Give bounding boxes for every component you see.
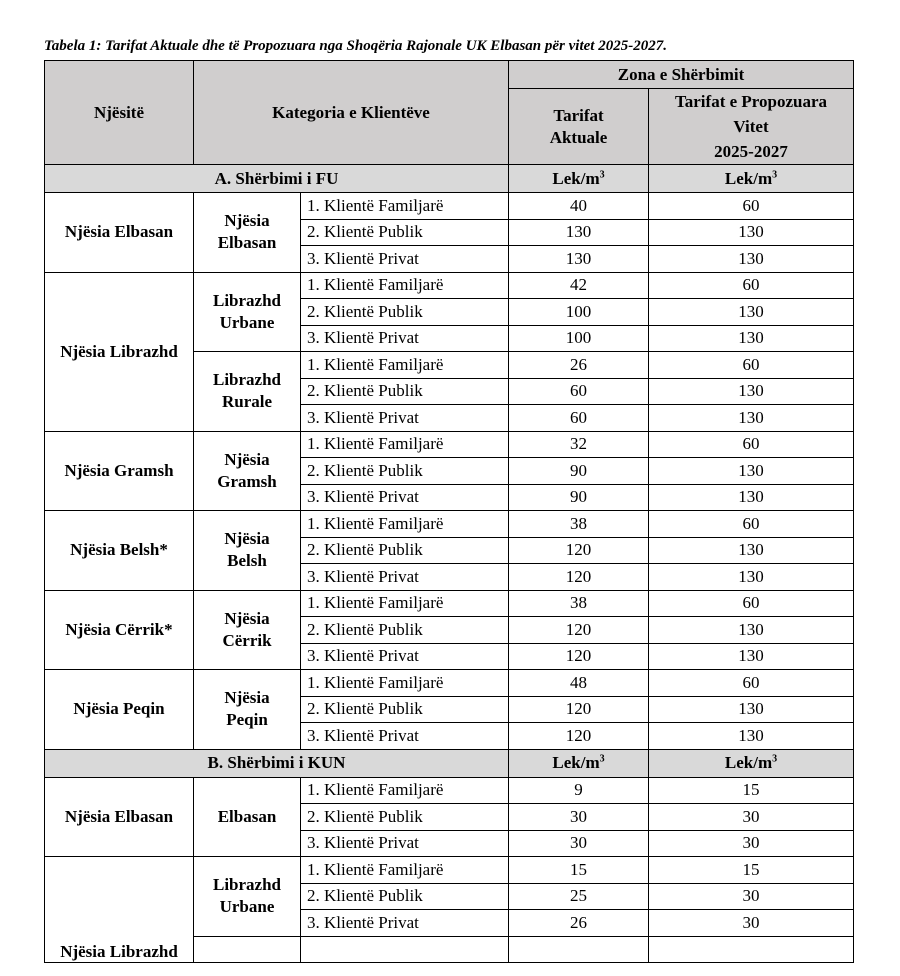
proposed-tariff: 60 [649, 431, 854, 458]
continued-cell [194, 936, 301, 963]
sub-unit-line2: Cërrik [222, 630, 272, 650]
current-tariff: 130 [509, 246, 649, 273]
current-tariff: 120 [509, 643, 649, 670]
current-tariff: 120 [509, 723, 649, 750]
unit-label-current [509, 749, 649, 777]
unit-label-proposed [649, 749, 854, 777]
proposed-tariff: 60 [649, 511, 854, 538]
client-category: 1. Klientë Familjarë [301, 857, 509, 884]
current-tariff: 15 [509, 857, 649, 884]
proposed-tariff: 130 [649, 325, 854, 352]
sub-unit [194, 511, 301, 591]
current-tariff: 30 [509, 830, 649, 857]
current-tariff: 90 [509, 484, 649, 511]
proposed-tariff: 130 [649, 696, 854, 723]
tariff-table [44, 60, 854, 963]
unit-exponent: 3 [599, 168, 605, 180]
sub-unit-line1: Librazhd [212, 290, 282, 310]
header-zone: Zona e Shërbimit [509, 61, 854, 89]
proposed-tariff: 130 [649, 405, 854, 432]
current-tariff: 9 [509, 777, 649, 804]
proposed-tariff: 15 [649, 777, 854, 804]
unit-label-proposed [649, 165, 854, 193]
client-category: 1. Klientë Familjarë [301, 670, 509, 697]
table-row [45, 670, 854, 697]
continued-cell [301, 936, 509, 963]
sub-unit [194, 352, 301, 432]
sub-unit-line2: Urbane [219, 897, 275, 917]
client-category: 2. Klientë Publik [301, 378, 509, 405]
unit-name: Njësia Cërrik* [45, 590, 194, 670]
table-row [45, 431, 854, 458]
table-caption: Tabela 1: Tarifat Aktuale dhe të Propozuara nga Shoqëria Rajonale UK Elbasan për vitet 2025-2027. [44, 38, 667, 54]
proposed-tariff: 130 [649, 458, 854, 485]
client-category: 1. Klientë Familjarë [301, 272, 509, 299]
unit-base: Lek/m [552, 753, 600, 772]
current-tariff: 40 [509, 193, 649, 220]
unit-base: Lek/m [724, 168, 773, 188]
sub-unit-line1: Njësia [224, 608, 270, 628]
current-tariff: 130 [509, 219, 649, 246]
proposed-tariff: 130 [649, 299, 854, 326]
proposed-tariff: 130 [649, 723, 854, 750]
sub-unit-line2: Gramsh [217, 471, 277, 491]
proposed-tariff: 60 [649, 193, 854, 220]
current-tariff: 26 [509, 910, 649, 937]
sub-unit [194, 857, 301, 937]
sub-unit [194, 777, 301, 857]
proposed-tariff: 130 [649, 246, 854, 273]
unit-name: Njësia Belsh* [45, 511, 194, 591]
client-category: 1. Klientë Familjarë [301, 511, 509, 538]
proposed-tariff: 130 [649, 484, 854, 511]
client-category: 1. Klientë Familjarë [301, 352, 509, 379]
client-category: 3. Klientë Privat [301, 830, 509, 857]
proposed-tariff: 130 [649, 219, 854, 246]
proposed-tariff: 30 [649, 804, 854, 831]
section-title: B. Shërbimi i KUN [45, 749, 509, 777]
client-category: 3. Klientë Privat [301, 246, 509, 273]
unit-name: Njësia Librazhd [45, 857, 194, 963]
table-row [45, 777, 854, 804]
header-proposed-line3: 2025-2027 [714, 142, 788, 161]
section-title: A. Shërbimi i FU [45, 165, 509, 193]
client-category: 1. Klientë Familjarë [301, 431, 509, 458]
proposed-tariff: 30 [649, 883, 854, 910]
current-tariff: 120 [509, 537, 649, 564]
sub-unit-line2: Peqin [226, 710, 268, 730]
unit-base: Lek/m [552, 168, 600, 188]
current-tariff: 32 [509, 431, 649, 458]
sub-unit-line2: Rurale [221, 392, 273, 412]
unit-name: Njësia Gramsh [45, 431, 194, 511]
continued-cell [649, 936, 854, 963]
client-category: 2. Klientë Publik [301, 299, 509, 326]
proposed-tariff: 60 [649, 352, 854, 379]
current-tariff: 60 [509, 405, 649, 432]
sub-unit [194, 670, 301, 750]
current-tariff: 38 [509, 590, 649, 617]
client-category: 2. Klientë Publik [301, 219, 509, 246]
unit-label-current [509, 165, 649, 193]
sub-unit [194, 590, 301, 670]
header-units: Njësitë [45, 61, 194, 165]
sub-unit-line1: Njësia [224, 211, 270, 231]
client-category: 1. Klientë Familjarë [301, 777, 509, 804]
proposed-tariff: 15 [649, 857, 854, 884]
current-tariff: 120 [509, 617, 649, 644]
unit-exponent: 3 [772, 168, 778, 180]
unit-base: Lek/m [724, 753, 773, 772]
current-tariff: 100 [509, 325, 649, 352]
continued-cell [509, 936, 649, 963]
client-category: 3. Klientë Privat [301, 910, 509, 937]
current-tariff: 90 [509, 458, 649, 485]
client-category: 2. Klientë Publik [301, 617, 509, 644]
client-category: 1. Klientë Familjarë [301, 590, 509, 617]
proposed-tariff: 60 [649, 272, 854, 299]
unit-exponent: 3 [599, 753, 605, 765]
sub-unit-line1: Librazhd [212, 370, 282, 390]
sub-unit [194, 272, 301, 352]
current-tariff: 100 [509, 299, 649, 326]
current-tariff: 26 [509, 352, 649, 379]
current-tariff: 120 [509, 696, 649, 723]
client-category: 3. Klientë Privat [301, 723, 509, 750]
header-proposed-line2: Vitet [733, 117, 769, 136]
client-category: 3. Klientë Privat [301, 405, 509, 432]
client-category: 2. Klientë Publik [301, 883, 509, 910]
section-header-row [45, 165, 854, 193]
sub-unit-line2: Urbane [219, 312, 275, 332]
proposed-tariff: 130 [649, 378, 854, 405]
header-category: Kategoria e Klientëve [194, 61, 509, 165]
table-row [45, 272, 854, 299]
client-category: 3. Klientë Privat [301, 325, 509, 352]
unit-name: Njësia Librazhd [45, 272, 194, 431]
sub-unit-line1: Librazhd [212, 875, 282, 895]
sub-unit [194, 193, 301, 273]
sub-unit-line2: Belsh [227, 551, 267, 571]
unit-name: Njësia Elbasan [45, 193, 194, 273]
current-tariff: 60 [509, 378, 649, 405]
proposed-tariff: 130 [649, 643, 854, 670]
proposed-tariff: 60 [649, 590, 854, 617]
header-current-tariffs: Tarifat Aktuale [509, 89, 649, 165]
section-header-row [45, 749, 854, 777]
table-row [45, 857, 854, 884]
header-proposed-tariffs [649, 89, 854, 165]
current-tariff: 30 [509, 804, 649, 831]
client-category: 2. Klientë Publik [301, 804, 509, 831]
proposed-tariff: 130 [649, 564, 854, 591]
table-row [45, 511, 854, 538]
unit-name: Njësia Elbasan [45, 777, 194, 857]
proposed-tariff: 30 [649, 830, 854, 857]
client-category: 2. Klientë Publik [301, 537, 509, 564]
sub-unit-line1: Njësia [224, 529, 270, 549]
proposed-tariff: 30 [649, 910, 854, 937]
client-category: 3. Klientë Privat [301, 643, 509, 670]
current-tariff: 38 [509, 511, 649, 538]
client-category: 3. Klientë Privat [301, 484, 509, 511]
current-tariff: 25 [509, 883, 649, 910]
client-category: 3. Klientë Privat [301, 564, 509, 591]
sub-unit [194, 431, 301, 511]
sub-unit-line1: Njësia [224, 688, 270, 708]
proposed-tariff: 60 [649, 670, 854, 697]
client-category: 2. Klientë Publik [301, 458, 509, 485]
sub-unit-line2: Elbasan [217, 233, 277, 253]
unit-name: Njësia Peqin [45, 670, 194, 750]
unit-exponent: 3 [772, 753, 778, 765]
header-proposed-line1: Tarifat e Propozuara [674, 92, 828, 111]
sub-unit-line1: Njësia [224, 449, 270, 469]
client-category: 2. Klientë Publik [301, 696, 509, 723]
current-tariff: 48 [509, 670, 649, 697]
table-row [45, 590, 854, 617]
proposed-tariff: 130 [649, 537, 854, 564]
proposed-tariff: 130 [649, 617, 854, 644]
table-row [45, 193, 854, 220]
current-tariff: 120 [509, 564, 649, 591]
current-tariff: 42 [509, 272, 649, 299]
client-category: 1. Klientë Familjarë [301, 193, 509, 220]
sub-unit-line1: Elbasan [217, 806, 277, 826]
